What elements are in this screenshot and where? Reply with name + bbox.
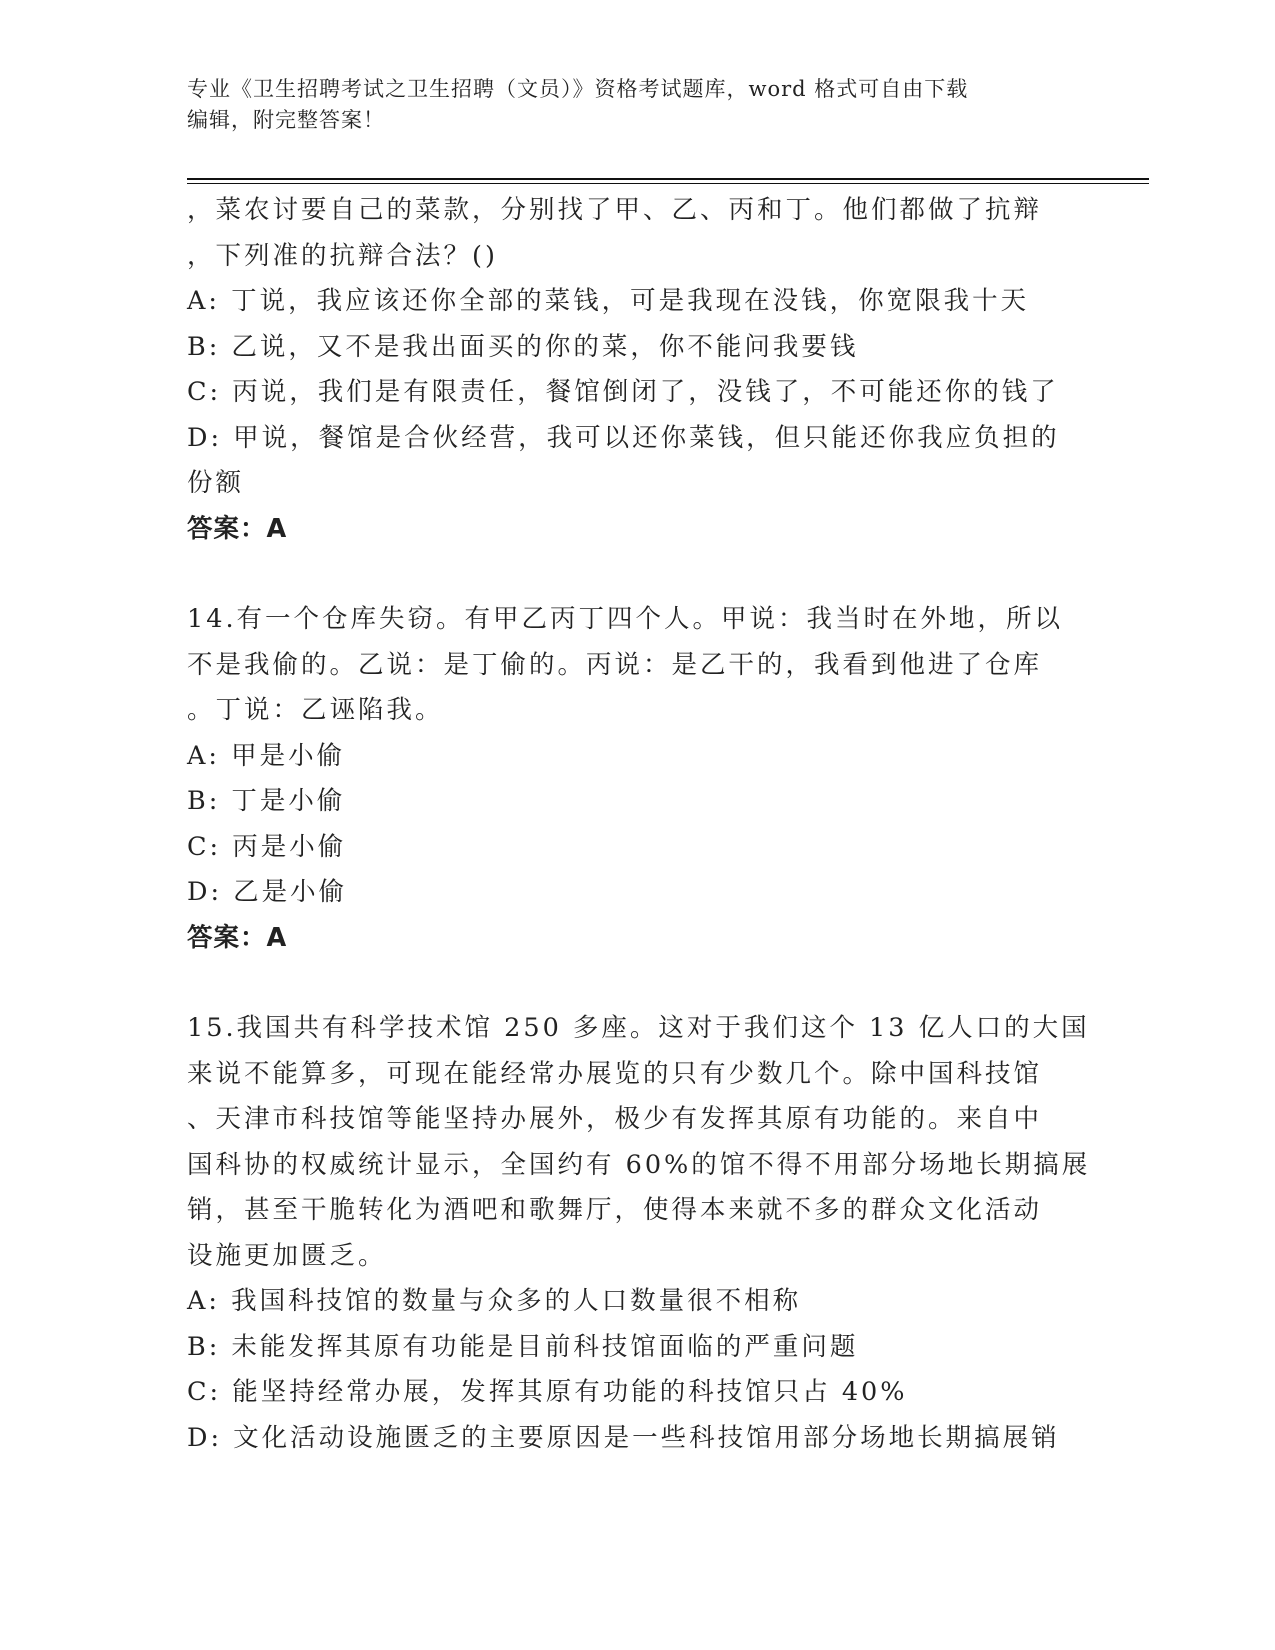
- question-15-stem-line-6: 设施更加匮乏。: [187, 1240, 387, 1271]
- header-line-2: 编辑，附完整答案！: [187, 108, 385, 132]
- question-14-option-c: C: 丙是小偷: [187, 831, 347, 862]
- question-15: [187, 1006, 1091, 1461]
- question-13-option-d-line-2: 份额: [187, 468, 245, 498]
- header-divider-thick: [187, 178, 1149, 180]
- question-15-stem-line-5: 销，甚至干脆转化为酒吧和歌舞厅，使得本来就不多的群众文化活动: [187, 1195, 1043, 1225]
- page-header: [187, 74, 1087, 136]
- question-15-option-d: D: 文化活动设施匮乏的主要原因是一些科技馆用部分场地长期搞展销: [187, 1422, 1060, 1453]
- question-14-option-b: B: 丁是小偷: [187, 786, 346, 816]
- question-15-stem-line-3: 、天津市科技馆等能坚持办展外，极少有发挥其原有功能的。来自中: [187, 1104, 1043, 1134]
- document-body: [187, 188, 1091, 1461]
- question-13-stem-line-2: ，下列准的抗辩合法？(): [187, 240, 498, 271]
- spacer: [187, 552, 1087, 597]
- question-15-option-a: A: 我国科技馆的数量与众多的人口数量很不相称: [187, 1286, 802, 1316]
- question-14-option-a: A: 甲是小偷: [187, 740, 346, 771]
- question-13-option-b: B: 乙说，又不是我出面买的你的菜，你不能问我要钱: [187, 331, 859, 362]
- question-15-stem-line-2: 来说不能算多，可现在能经常办展览的只有少数几个。除中国科技馆: [187, 1058, 1043, 1089]
- question-14-answer: 答案：A: [187, 922, 288, 953]
- question-14-stem-line-3: 。丁说：乙诬陷我。: [187, 695, 444, 725]
- question-14-stem-line-1: 14.有一个仓库失窃。有甲乙丙丁四个人。甲说：我当时在外地，所以: [187, 604, 1064, 634]
- question-15-stem-line-4: 国科协的权威统计显示，全国约有 60%的馆不得不用部分场地长期搞展: [187, 1149, 1091, 1180]
- question-13-option-c: C: 丙说，我们是有限责任，餐馆倒闭了，没钱了，不可能还你的钱了: [187, 377, 1059, 407]
- spacer: [187, 961, 1087, 1006]
- question-13-stem-line-1: ，菜农讨要自己的菜款，分别找了甲、乙、丙和丁。他们都做了抗辩: [187, 195, 1043, 225]
- question-15-stem-line-1: 15.我国共有科学技术馆 250 多座。这对于我们这个 13 亿人口的大国: [187, 1013, 1090, 1043]
- question-13-option-d-line-1: D: 甲说，餐馆是合伙经营，我可以还你菜钱，但只能还你我应负担的: [187, 422, 1060, 453]
- header-line-1: 专业《卫生招聘考试之卫生招聘（文员）》资格考试题库，word 格式可自由下载: [187, 77, 969, 101]
- question-14-option-d: D: 乙是小偷: [187, 877, 348, 907]
- question-13-answer: 答案：A: [187, 513, 288, 544]
- question-14: [187, 597, 1087, 961]
- question-13-option-a: A: 丁说，我应该还你全部的菜钱，可是我现在没钱，你宽限我十天: [187, 286, 1030, 316]
- question-13: [187, 188, 1087, 552]
- question-15-option-b: B: 未能发挥其原有功能是目前科技馆面临的严重问题: [187, 1331, 859, 1362]
- header-divider-thin: [187, 183, 1149, 184]
- question-14-stem-line-2: 不是我偷的。乙说：是丁偷的。丙说：是乙干的，我看到他进了仓库: [187, 649, 1043, 680]
- question-15-option-c: C: 能坚持经常办展，发挥其原有功能的科技馆只占 40%: [187, 1377, 908, 1407]
